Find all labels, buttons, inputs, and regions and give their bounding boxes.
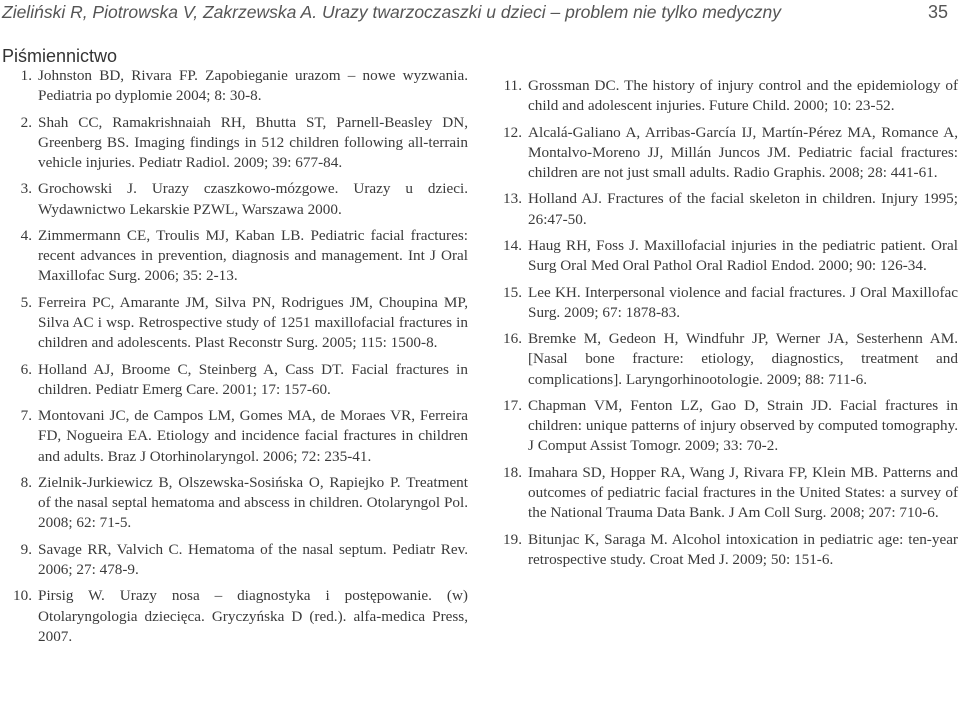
reference-text: Holland AJ. Fractures of the facial skeleton in children. Injury 1995; 26:47-50.	[528, 190, 958, 228]
reference-number: 10.	[13, 587, 32, 605]
reference-number: 4.	[20, 226, 32, 244]
reference-number: 18.	[503, 463, 522, 481]
reference-text: Zimmermann CE, Troulis MJ, Kaban LB. Pediatric facial fractures: recent advances in prevention, diagnosis and management. Int J Oral Maxillofac Surg. 2006; 35: 2-13.	[38, 226, 468, 285]
reference-text: Ferreira PC, Amarante JM, Silva PN, Rodrigues JM, Choupina MP, Silva AC i wsp. Retrospective study of 1251 maxillofacial fractures in children and adolescents. Plast Reconstr Surg. 2005; 115: 1500-8.	[38, 293, 468, 352]
running-head-title: Urazy twarzoczaszki u dzieci – problem nie tylko medyczny	[321, 2, 782, 22]
reference-number: 8.	[20, 473, 32, 491]
reference-text: Montovani JC, de Campos LM, Gomes MA, de Moraes VR, Ferreira FD, Nogueira EA. Etiology and incidence facial fractures in children and adults. Braz J Otorhinolaryngol. 2006; 72: 235-41.	[38, 407, 468, 465]
reference-item	[2, 179, 468, 219]
reference-number: 11.	[503, 77, 522, 94]
reference-item	[2, 473, 468, 534]
reference-number: 14.	[503, 236, 522, 254]
reference-text: Bremke M, Gedeon H, Windfuhr JP, Werner JA, Sesterhenn AM. [Nasal bone fracture: etiology, diagnostics, treatment and complications]. Laryngorhinootologie. 2009; 88: 711-6.	[528, 330, 958, 388]
reference-item	[2, 113, 468, 174]
reference-item	[2, 293, 468, 354]
reference-item	[492, 463, 958, 524]
reference-number: 7.	[20, 407, 32, 425]
running-head-authors: Zieliński R, Piotrowska V, Zakrzewska A.	[2, 2, 318, 22]
reference-text: Shah CC, Ramakrishnaiah RH, Bhutta ST, Parnell-Beasley DN, Greenberg BS. Imaging findings in 512 children following all-terrain vehicle injuries. Pediatr Radiol. 2009; 39: 677-84.	[38, 113, 468, 171]
reference-item	[492, 236, 958, 276]
references-heading: Piśmiennictwo	[2, 46, 118, 66]
reference-text: Bitunjac K, Saraga M. Alcohol intoxication in pediatric age: ten-year retrospective study. Croat Med J. 2009; 50: 151-6.	[528, 530, 958, 568]
reference-item	[2, 66, 468, 106]
reference-number: 16.	[503, 330, 522, 348]
reference-number: 2.	[20, 113, 32, 131]
reference-number: 9.	[20, 540, 32, 558]
reference-text: Alcalá-Galiano A, Arribas-García IJ, Martín-Pérez MA, Romance A, Montalvo-Moreno JJ, Millán Juncos JM. Pediatric facial fractures: children are not just small adults. Radio Graphis. 2008; 28: 441-61.	[528, 123, 958, 181]
reference-text: Imahara SD, Hopper RA, Wang J, Rivara FP, Klein MB. Patterns and outcomes of pediatric facial fractures in the United States: a survey of the National Trauma Data Bank. J Am Coll Surg. 2008; 207: 710-6.	[528, 463, 958, 522]
reference-item	[2, 360, 468, 400]
reference-item	[492, 76, 958, 116]
reference-text: Lee KH. Interpersonal violence and facial fractures. J Oral Maxillofac Surg. 2009; 67: 1878-83.	[528, 283, 958, 321]
reference-item	[492, 123, 958, 184]
reference-item	[2, 226, 468, 287]
reference-number: 6.	[20, 360, 32, 378]
reference-item	[2, 406, 468, 467]
reference-item	[492, 329, 958, 390]
reference-number: 12.	[503, 123, 522, 141]
reference-text: Chapman VM, Fenton LZ, Gao D, Strain JD. Facial fractures in children: unique patterns of injury observed by computed tomography. J Comput Assist Tomogr. 2009; 33: 70-2.	[528, 396, 958, 455]
reference-text: Grossman DC. The history of injury control and the epidemiology of child and adolescent injuries. Future Child. 2000; 10: 23-52.	[528, 77, 958, 115]
reference-number: 13.	[503, 190, 522, 208]
reference-number: 3.	[20, 180, 32, 198]
reference-number: 15.	[503, 283, 522, 301]
reference-text: Holland AJ, Broome C, Steinberg A, Cass DT. Facial fractures in children. Pediatr Emerg Care. 2001; 17: 157-60.	[38, 360, 468, 398]
references-list-left	[2, 66, 468, 653]
reference-item	[2, 586, 468, 647]
reference-item	[492, 283, 958, 323]
reference-item	[492, 530, 958, 570]
reference-item	[492, 189, 958, 229]
reference-text: Johnston BD, Rivara FP. Zapobieganie urazom – nowe wyzwania. Pediatria po dyplomie 2004; 8: 30-8.	[38, 67, 468, 105]
running-head	[2, 2, 948, 28]
reference-number: 17.	[503, 396, 522, 414]
reference-item	[492, 396, 958, 457]
reference-number: 19.	[503, 530, 522, 548]
reference-text: Grochowski J. Urazy czaszkowo-mózgowe. Urazy u dzieci. Wydawnictwo Lekarskie PZWL, Warszawa 2000.	[38, 180, 468, 218]
reference-item	[2, 540, 468, 580]
reference-text: Haug RH, Foss J. Maxillofacial injuries in the pediatric patient. Oral Surg Oral Med Oral Pathol Oral Radiol Endod. 2000; 90: 126-34.	[528, 236, 958, 275]
reference-number: 5.	[20, 293, 32, 311]
reference-number: 1.	[20, 67, 32, 84]
reference-text: Zielnik-Jurkiewicz B, Olszewska-Sosińska O, Rapiejko P. Treatment of the nasal septal hematoma and abscess in children. Otolaryngol Pol. 2008; 62: 71-5.	[38, 473, 468, 532]
reference-text: Savage RR, Valvich C. Hematoma of the nasal septum. Pediatr Rev. 2006; 27: 478-9.	[38, 540, 468, 578]
reference-text: Pirsig W. Urazy nosa – diagnostyka i postępowanie. (w) Otolaryngologia dziecięca. Gryczyńska D (red.). alfa-medica Press, 2007.	[38, 587, 468, 645]
page-number: 35	[927, 2, 948, 22]
references-list-right	[492, 76, 958, 576]
